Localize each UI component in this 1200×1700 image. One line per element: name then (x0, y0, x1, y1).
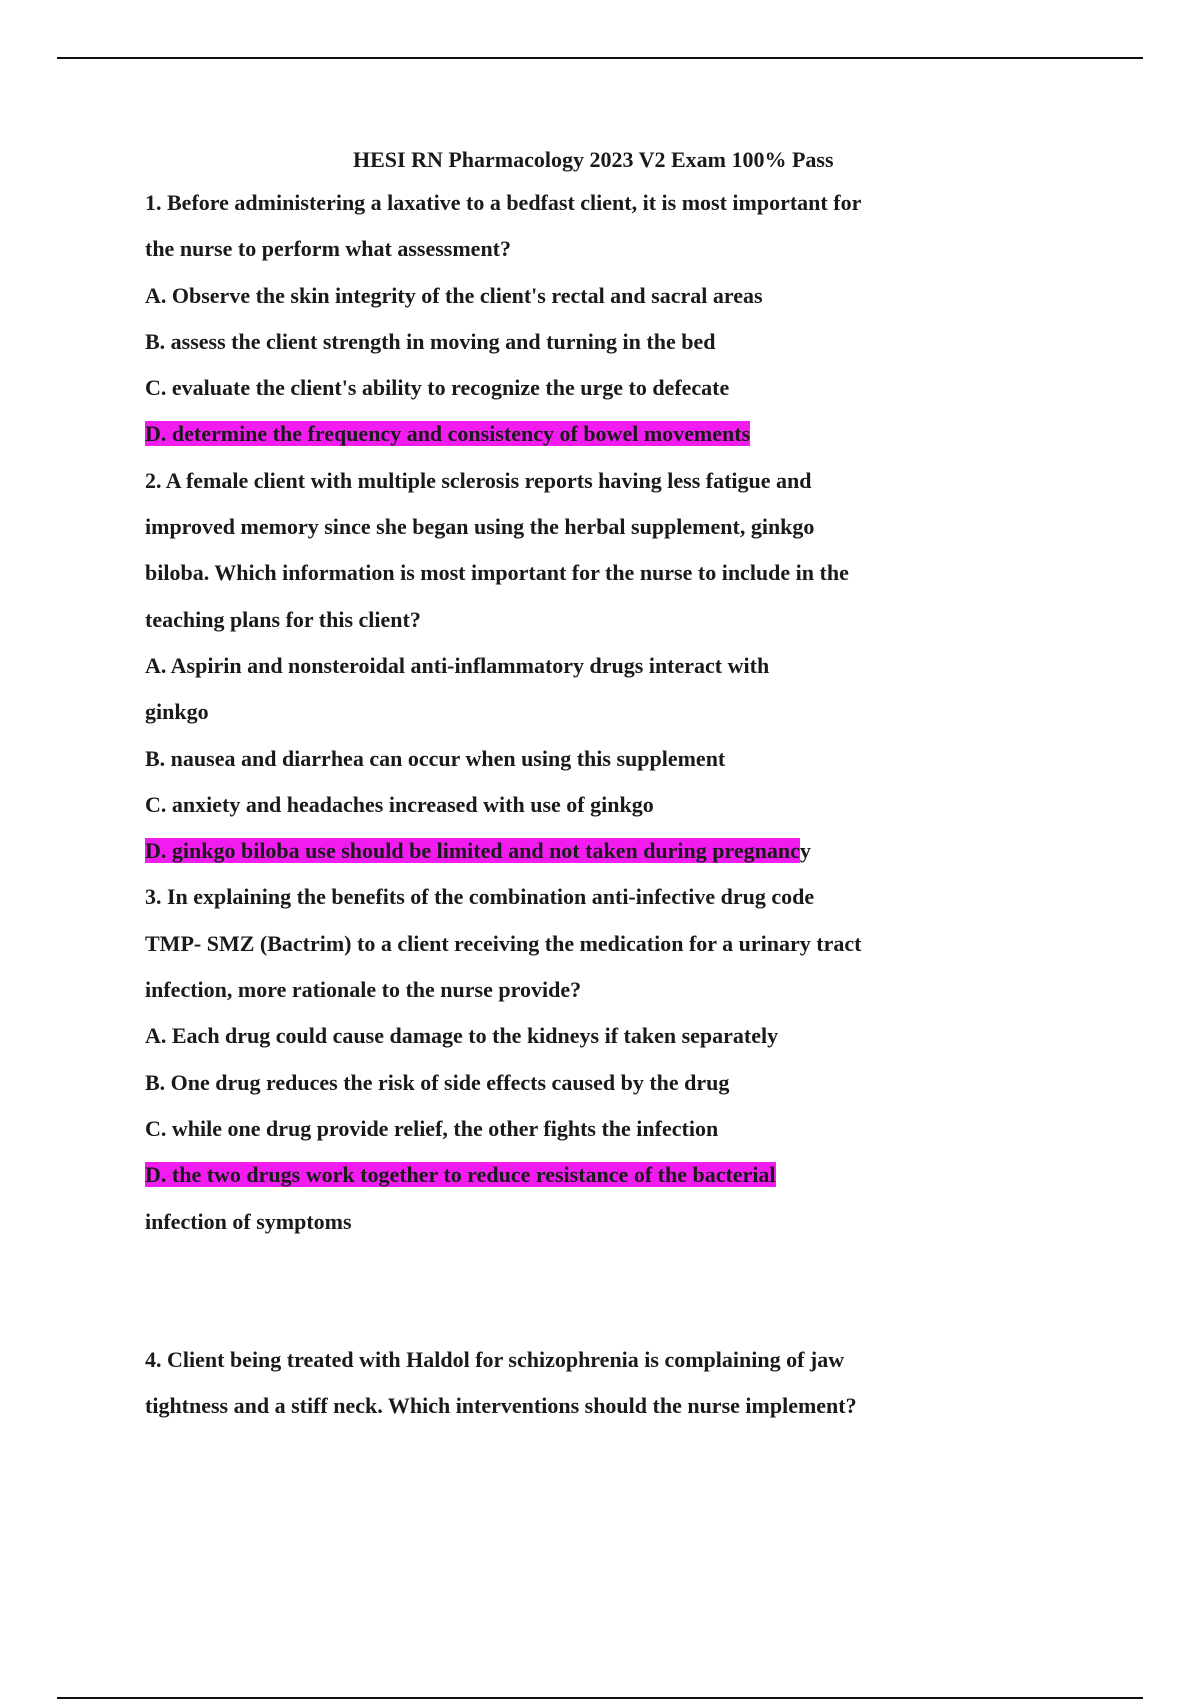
text-line: 1. Before administering a laxative to a bedfast client, it is most important for (145, 190, 862, 215)
text-line: improved memory since she began using the herbal supplement, ginkgo (145, 514, 815, 540)
text-line: tightness and a stiff neck. Which interventions should the nurse implement? (145, 1393, 857, 1419)
text-line: B. nausea and diarrhea can occur when using this supplement (145, 745, 726, 771)
highlighted-answer-line (145, 828, 965, 874)
text-line: infection of symptoms (145, 1208, 352, 1234)
text-line: infection, more rationale to the nurse provide? (145, 977, 582, 1003)
text-line: C. evaluate the client's ability to recognize the urge to defecate (145, 375, 730, 401)
document-title: HESI RN Pharmacology 2023 V2 Exam 100% Pass (353, 147, 834, 172)
answer-remainder: y (799, 838, 811, 864)
question-list (145, 180, 965, 1429)
text-line: A. Observe the skin integrity of the client's rectal and sacral areas (145, 282, 763, 308)
bottom-rule (57, 1697, 1143, 1699)
text-line: B. assess the client strength in moving and turning in the bed (145, 328, 716, 354)
answer-highlight: D. ginkgo biloba use should be limited and not taken during pregnanc (145, 838, 800, 864)
text-line: biloba. Which information is most important for the nurse to include in the (145, 560, 849, 586)
text-line: 4. Client being treated with Haldol for schizophrenia is complaining of jaw (145, 1346, 845, 1372)
text-line: ginkgo (145, 699, 209, 725)
text-line: C. anxiety and headaches increased with use of ginkgo (145, 791, 654, 817)
document-body (145, 140, 965, 1429)
top-rule (57, 57, 1143, 59)
answer-highlight: D. determine the frequency and consistency of bowel movements (145, 421, 751, 447)
highlighted-answer-line (145, 1152, 965, 1198)
text-line: A. Each drug could cause damage to the kidneys if taken separately (145, 1023, 779, 1049)
answer-highlight: D. the two drugs work together to reduce resistance of the bacterial (145, 1162, 776, 1188)
highlighted-answer-line (145, 411, 965, 457)
text-line: the nurse to perform what assessment? (145, 236, 512, 262)
section-gap (145, 1245, 965, 1337)
text-line: C. while one drug provide relief, the other fights the infection (145, 1115, 719, 1141)
text-line: 2. A female client with multiple sclerosis reports having less fatigue and (145, 467, 812, 493)
text-line: TMP- SMZ (Bactrim) to a client receiving the medication for a urinary tract (145, 930, 862, 956)
text-line: 3. In explaining the benefits of the combination anti-infective drug code (145, 884, 815, 910)
text-line: teaching plans for this client? (145, 606, 421, 632)
text-line: A. Aspirin and nonsteroidal anti-inflammatory drugs interact with (145, 652, 770, 678)
text-line: B. One drug reduces the risk of side effects caused by the drug (145, 1069, 730, 1095)
